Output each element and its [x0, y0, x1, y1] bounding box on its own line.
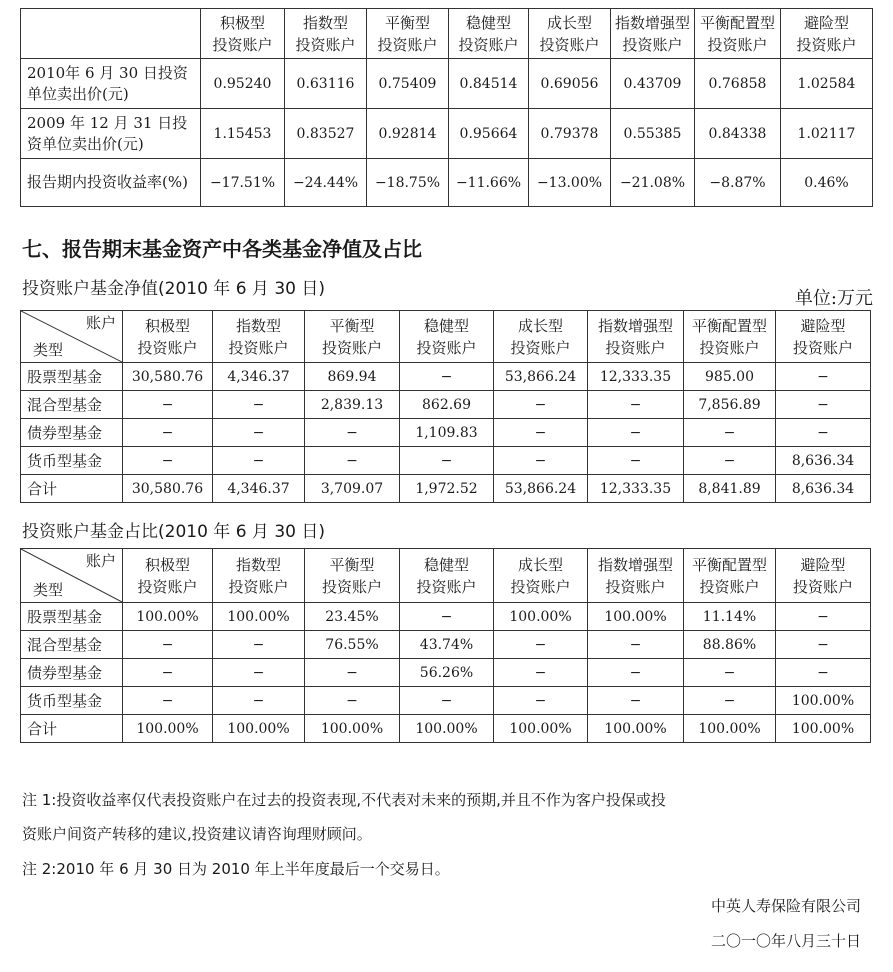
- table-cell: 7,856.89: [684, 391, 776, 419]
- table-cell: −: [776, 659, 871, 687]
- table-cell: 0.95664: [449, 109, 529, 159]
- table-cell: −13.00%: [529, 159, 611, 207]
- column-header-type: 稳健型: [423, 316, 469, 335]
- table-row: [21, 603, 871, 631]
- table-cell: 100.00%: [123, 603, 213, 631]
- table-cell: −: [588, 631, 684, 659]
- column-header: [400, 311, 494, 363]
- column-header-type: 积极型: [219, 13, 265, 32]
- table-cell: 88.86%: [684, 631, 776, 659]
- table-cell: 76.55%: [305, 631, 400, 659]
- table-row: [21, 659, 871, 687]
- column-header-type: 积极型: [144, 316, 190, 335]
- note-1-line-1: 注 1:投资收益率仅代表投资账户在过去的投资表现,不代表对未来的预期,并且不作为客户投保或投: [22, 791, 666, 809]
- table-cell: 8,841.89: [684, 475, 776, 503]
- unit-price-header-row: [21, 9, 873, 59]
- table-cell: 30,580.76: [123, 475, 213, 503]
- table-cell: −: [494, 687, 588, 715]
- table-cell: −24.44%: [285, 159, 367, 207]
- row-label: 股票型基金: [21, 363, 123, 391]
- column-header-type: 避险型: [800, 316, 846, 335]
- table-cell: −: [213, 631, 305, 659]
- table-cell: 100.00%: [494, 715, 588, 743]
- column-header-type: 指数增强型: [614, 13, 690, 32]
- table-cell: −: [400, 447, 494, 475]
- table-cell: 1,972.52: [400, 475, 494, 503]
- ratio-header-row: [21, 549, 871, 603]
- corner-cell: [21, 311, 123, 363]
- column-header: [285, 9, 367, 59]
- column-header-account: 投资账户: [539, 35, 600, 54]
- column-header-account: 投资账户: [137, 577, 198, 596]
- table-cell: −: [213, 659, 305, 687]
- table-cell: 0.46%: [781, 159, 873, 207]
- column-header-type: 指数型: [235, 555, 281, 574]
- table-cell: −: [684, 447, 776, 475]
- row-label: 混合型基金: [21, 391, 123, 419]
- table-cell: −: [123, 419, 213, 447]
- table-cell: 53,866.24: [494, 475, 588, 503]
- column-header-account: 投资账户: [605, 577, 666, 596]
- table-cell: 0.95240: [201, 59, 285, 109]
- column-header-type: 指数增强型: [597, 555, 673, 574]
- note-2: 注 2:2010 年 6 月 30 日为 2010 年上半年度最后一个交易日。: [22, 860, 450, 878]
- signature-date: 二〇一〇年八月三十日: [710, 932, 861, 950]
- column-header-type: 成长型: [546, 13, 592, 32]
- table-cell: −: [588, 659, 684, 687]
- table-cell: −: [494, 391, 588, 419]
- column-header-type: 避险型: [800, 555, 846, 574]
- ratio-table: [20, 548, 871, 743]
- table-cell: −: [400, 363, 494, 391]
- table-row: [21, 109, 873, 159]
- row-label: 债券型基金: [21, 659, 123, 687]
- column-header-account: 投资账户: [321, 338, 382, 357]
- table-row: [21, 419, 871, 447]
- table-cell: 3,709.07: [305, 475, 400, 503]
- table-cell: 0.84338: [695, 109, 781, 159]
- column-header-account: 投资账户: [622, 35, 683, 54]
- table-cell: −: [776, 363, 871, 391]
- corner-top-label: 账户: [85, 552, 116, 570]
- table-row: [21, 59, 873, 109]
- row-label: 合计: [21, 715, 123, 743]
- table-cell: −: [123, 391, 213, 419]
- table-cell: 8,636.34: [776, 475, 871, 503]
- table-cell: 0.84514: [449, 59, 529, 109]
- row-label: 货币型基金: [21, 447, 123, 475]
- table-cell: −: [305, 419, 400, 447]
- column-header-account: 投资账户: [137, 338, 198, 357]
- table-cell: −: [684, 659, 776, 687]
- column-header-type: 平衡配置型: [691, 316, 767, 335]
- nav-header-row: [21, 311, 871, 363]
- table-row: [21, 363, 871, 391]
- table-cell: 8,636.34: [776, 447, 871, 475]
- column-header: [305, 549, 400, 603]
- column-header: [367, 9, 449, 59]
- row-label: 债券型基金: [21, 419, 123, 447]
- table-cell: −: [213, 447, 305, 475]
- column-header-type: 指数增强型: [597, 316, 673, 335]
- table-cell: −: [305, 447, 400, 475]
- table-cell: 100.00%: [776, 687, 871, 715]
- table-cell: −: [776, 631, 871, 659]
- table-cell: −: [400, 687, 494, 715]
- column-header: [611, 9, 695, 59]
- row-label: 合计: [21, 475, 123, 503]
- table-cell: 43.74%: [400, 631, 494, 659]
- column-header-type: 成长型: [517, 555, 563, 574]
- table-cell: 985.00: [684, 363, 776, 391]
- table-cell: −: [213, 391, 305, 419]
- table-cell: −: [588, 447, 684, 475]
- table-cell: 862.69: [400, 391, 494, 419]
- row-label: 2010年 6 月 30 日投资单位卖出价(元): [21, 59, 201, 109]
- table-cell: 4,346.37: [213, 475, 305, 503]
- column-header: [201, 9, 285, 59]
- table-cell: 100.00%: [588, 715, 684, 743]
- column-header-type: 指数型: [235, 316, 281, 335]
- column-header: [684, 311, 776, 363]
- table-cell: 869.94: [305, 363, 400, 391]
- table-cell: −: [684, 419, 776, 447]
- company-name: 中英人寿保险有限公司: [710, 897, 861, 915]
- table-cell: −: [305, 687, 400, 715]
- table-cell: 100.00%: [213, 715, 305, 743]
- table-cell: 23.45%: [305, 603, 400, 631]
- table-cell: −: [123, 631, 213, 659]
- column-header: [781, 9, 873, 59]
- column-header-account: 投资账户: [416, 577, 477, 596]
- column-header-type: 平衡型: [329, 555, 375, 574]
- column-header-type: 稳健型: [465, 13, 511, 32]
- table-cell: 12,333.35: [588, 363, 684, 391]
- table-cell: −21.08%: [611, 159, 695, 207]
- table-cell: −: [684, 687, 776, 715]
- table-cell: −: [494, 659, 588, 687]
- table-cell: −: [494, 419, 588, 447]
- column-header-account: 投资账户: [699, 577, 760, 596]
- column-header: [776, 549, 871, 603]
- table-row: [21, 391, 871, 419]
- ratio-table-title: 投资账户基金占比(2010 年 6 月 30 日): [22, 522, 325, 542]
- corner-top-label: 账户: [85, 314, 116, 332]
- column-header-type: 稳健型: [423, 555, 469, 574]
- table-cell: −: [213, 419, 305, 447]
- table-cell: −: [123, 687, 213, 715]
- table-cell: 30,580.76: [123, 363, 213, 391]
- table-cell: 100.00%: [305, 715, 400, 743]
- table-cell: −: [123, 659, 213, 687]
- column-header-type: 平衡配置型: [691, 555, 767, 574]
- table-cell: 53,866.24: [494, 363, 588, 391]
- row-label: 货币型基金: [21, 687, 123, 715]
- unit-label: 单位:万元: [794, 288, 873, 309]
- table-cell: 0.75409: [367, 59, 449, 109]
- column-header-account: 投资账户: [458, 35, 519, 54]
- column-header: [494, 549, 588, 603]
- table-row: [21, 631, 871, 659]
- column-header-type: 积极型: [144, 555, 190, 574]
- column-header: [588, 549, 684, 603]
- column-header-type: 指数型: [302, 13, 348, 32]
- table-cell: 11.14%: [684, 603, 776, 631]
- table-cell: −11.66%: [449, 159, 529, 207]
- column-header: [400, 549, 494, 603]
- table-cell: 100.00%: [213, 603, 305, 631]
- table-cell: −: [494, 447, 588, 475]
- column-header-account: 投资账户: [416, 338, 477, 357]
- column-header-account: 投资账户: [228, 577, 289, 596]
- section-title: 七、报告期末基金资产中各类基金净值及占比: [22, 237, 422, 261]
- table-cell: 0.69056: [529, 59, 611, 109]
- table-cell: 0.76858: [695, 59, 781, 109]
- column-header: [123, 311, 213, 363]
- column-header: [695, 9, 781, 59]
- table-cell: 100.00%: [588, 603, 684, 631]
- column-header-account: 投资账户: [699, 338, 760, 357]
- table-cell: −: [400, 603, 494, 631]
- unit-price-table: [20, 8, 873, 207]
- table-cell: 1.02584: [781, 59, 873, 109]
- table-cell: −17.51%: [201, 159, 285, 207]
- column-header: [776, 311, 871, 363]
- row-label: 股票型基金: [21, 603, 123, 631]
- table-cell: 0.83527: [285, 109, 367, 159]
- column-header: [494, 311, 588, 363]
- column-header-account: 投资账户: [295, 35, 356, 54]
- column-header: [588, 311, 684, 363]
- table-cell: −: [305, 659, 400, 687]
- table-cell: 2,839.13: [305, 391, 400, 419]
- table-cell: −: [213, 687, 305, 715]
- table-cell: 100.00%: [776, 715, 871, 743]
- column-header: [684, 549, 776, 603]
- table-cell: 4,346.37: [213, 363, 305, 391]
- column-header: [213, 549, 305, 603]
- column-header-type: 避险型: [803, 13, 849, 32]
- table-cell: 0.79378: [529, 109, 611, 159]
- column-header-type: 平衡配置型: [699, 13, 775, 32]
- column-header: [529, 9, 611, 59]
- column-header-type: 平衡型: [329, 316, 375, 335]
- column-header-account: 投资账户: [792, 338, 853, 357]
- table-cell: 100.00%: [684, 715, 776, 743]
- table-cell: −: [588, 419, 684, 447]
- table-cell: −: [123, 447, 213, 475]
- table-row: [21, 159, 873, 207]
- column-header: [305, 311, 400, 363]
- column-header-account: 投资账户: [707, 35, 768, 54]
- table-cell: −: [776, 419, 871, 447]
- column-header-account: 投资账户: [377, 35, 438, 54]
- corner-bottom-label: 类型: [33, 341, 64, 359]
- table-cell: 0.63116: [285, 59, 367, 109]
- table-cell: −: [588, 391, 684, 419]
- column-header: [123, 549, 213, 603]
- table-row: [21, 475, 871, 503]
- corner-bottom-label: 类型: [33, 581, 64, 599]
- column-header: [449, 9, 529, 59]
- note-1-line-2: 资账户间资产转移的建议,投资建议请咨询理财顾问。: [22, 825, 372, 843]
- table-cell: 12,333.35: [588, 475, 684, 503]
- table-cell: −: [588, 687, 684, 715]
- corner-cell: [21, 549, 123, 603]
- table-row: [21, 447, 871, 475]
- table-row: [21, 715, 871, 743]
- column-header-account: 投资账户: [228, 338, 289, 357]
- table-cell: −18.75%: [367, 159, 449, 207]
- column-header-account: 投资账户: [796, 35, 857, 54]
- table-cell: 0.92814: [367, 109, 449, 159]
- table-cell: 1.15453: [201, 109, 285, 159]
- table-cell: −: [776, 391, 871, 419]
- column-header-account: 投资账户: [510, 577, 571, 596]
- table-cell: −: [776, 603, 871, 631]
- table-cell: 100.00%: [494, 603, 588, 631]
- table-cell: −: [494, 631, 588, 659]
- nav-table-title: 投资账户基金净值(2010 年 6 月 30 日): [22, 279, 325, 299]
- column-header-account: 投资账户: [792, 577, 853, 596]
- table-cell: 100.00%: [123, 715, 213, 743]
- table-cell: 56.26%: [400, 659, 494, 687]
- table-cell: 1,109.83: [400, 419, 494, 447]
- nav-table: [20, 310, 871, 503]
- table-cell: 1.02117: [781, 109, 873, 159]
- row-label: 混合型基金: [21, 631, 123, 659]
- row-label: 报告期内投资收益率(%): [21, 159, 201, 207]
- column-header-account: 投资账户: [212, 35, 273, 54]
- column-header-type: 成长型: [517, 316, 563, 335]
- column-header-account: 投资账户: [605, 338, 666, 357]
- row-label: 2009 年 12 月 31 日投资单位卖出价(元): [21, 109, 201, 159]
- table-row: [21, 687, 871, 715]
- table-cell: 100.00%: [400, 715, 494, 743]
- column-header-account: 投资账户: [321, 577, 382, 596]
- column-header: [213, 311, 305, 363]
- table-cell: 0.55385: [611, 109, 695, 159]
- column-header-account: 投资账户: [510, 338, 571, 357]
- empty-corner-cell: [21, 9, 201, 59]
- table-cell: −8.87%: [695, 159, 781, 207]
- column-header-type: 平衡型: [384, 13, 430, 32]
- table-cell: 0.43709: [611, 59, 695, 109]
